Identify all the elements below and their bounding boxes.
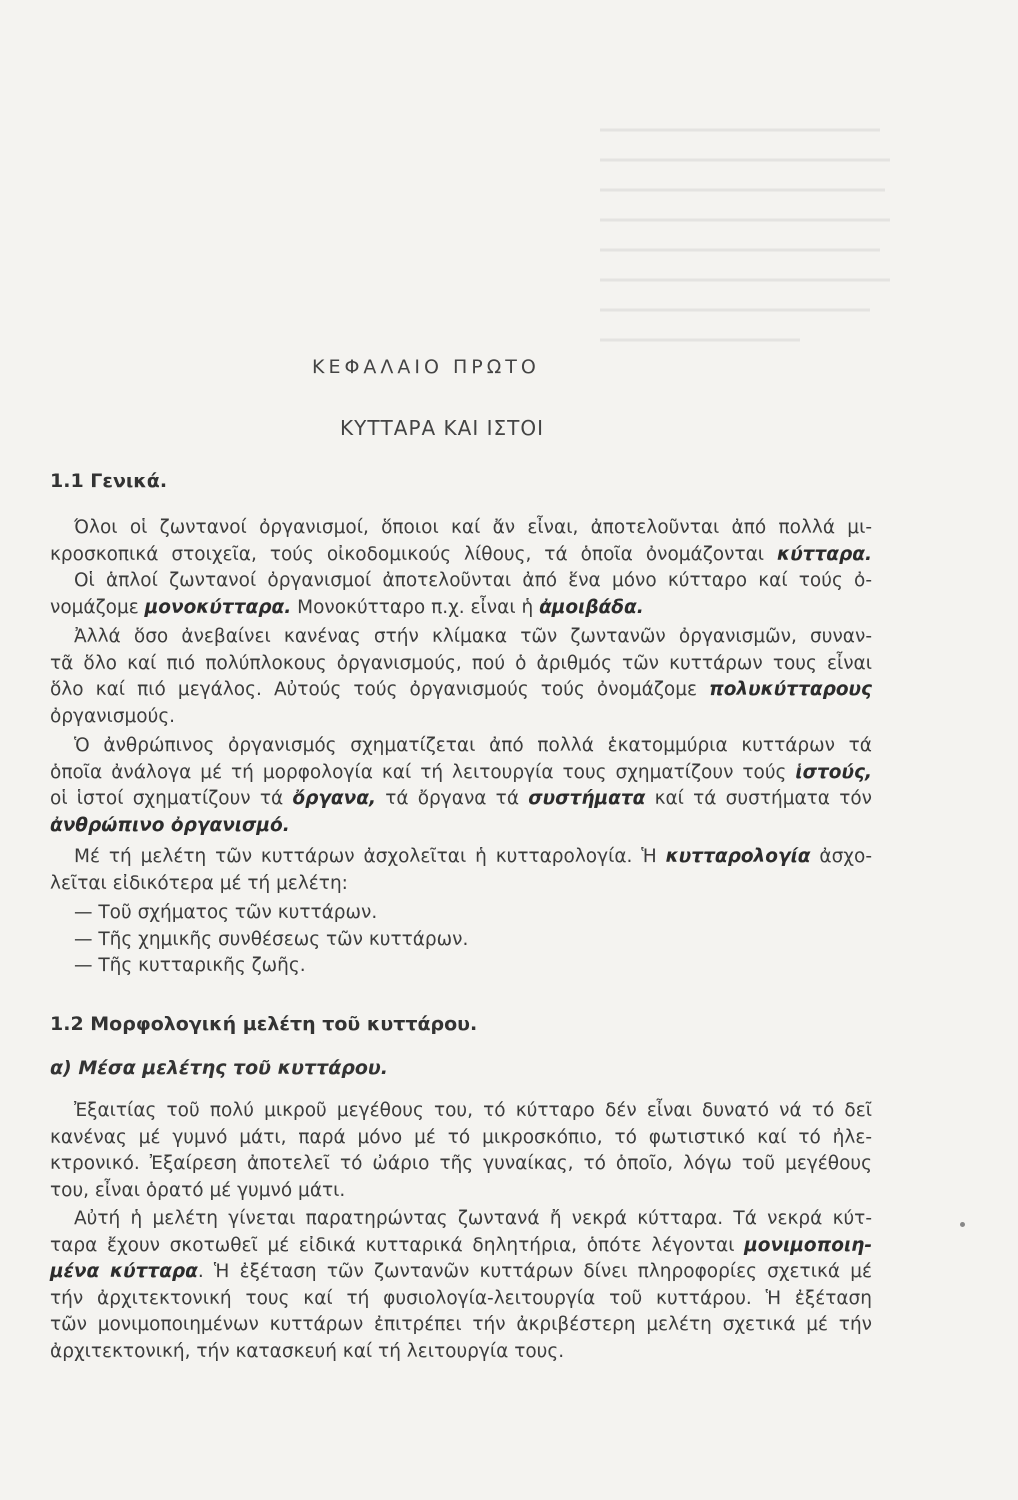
- list-item: — Τῆς χημικῆς συνθέσεως τῶν κυττάρων.: [74, 928, 469, 950]
- paragraph-general-3: Ὁ ἀνθρώπινος ὀργανισμός σχηματίζεται ἀπό πολλά ἑκατομμύρια κυττάρων τά ὁποῖα ἀνάλογα μέ τή μορφολογία καί τή λειτουργία τους σχηματίζουν τούς ἱστούς, οἱ ἱστοί σχηματίζουν τά ὄργανα, τά ὄργανα τά συστήματα καί τά συστήματα τόν ἀνθρώπινο ὀργανισμό.: [50, 735, 872, 836]
- section-1-2-heading: 1.2 Μορφολογική μελέτη τοῦ κυττάρου.: [50, 1013, 478, 1035]
- list-item: — Τοῦ σχήματος τῶν κυττάρων.: [74, 902, 378, 923]
- scan-speck: [960, 1222, 965, 1227]
- chapter-label: ΚΕΦΑΛΑΙΟ ΠΡΩΤΟ: [312, 356, 540, 378]
- paragraph-general-4: Μέ τή μελέτη τῶν κυττάρων ἀσχολεῖται ἡ κυτταρολογία. Ἡ κυτταρολογία ἀσχο- λεῖται εἰδικότερα μέ τή μελέτη:: [50, 846, 872, 894]
- study-list: [50, 900, 872, 980]
- section-1-1-heading: 1.1 Γενικά.: [50, 470, 168, 492]
- show-through-text: [600, 110, 900, 370]
- subsection-a-heading: α) Μέσα μελέτης τοῦ κυττάρου.: [50, 1057, 388, 1079]
- paragraph-morphology-1: Ἐξαιτίας τοῦ πολύ μικροῦ μεγέθους του, τό κύτταρο δέν εἶναι δυνατό νά τό δεῖ κανένας μέ γυμνό μάτι, παρά μόνο μέ τό μικροσκόπιο, τό φωτιστικό καί τό ἠλε- κτρονικό. Ἐξαίρεση ἀποτελεῖ τό ὠάριο τῆς γυναίκας, τό ὁποῖο, λόγω τοῦ μεγέθους του, εἶναι ὁρατό μέ γυμνό μάτι.: [50, 1100, 872, 1201]
- paragraph-general-2: Ἀλλά ὅσο ἀνεβαίνει κανένας στήν κλίμακα τῶν ζωντανῶν ὀργανισμῶν, συναν- τᾶ ὅλο καί πιό πολύπλοκους ὀργανισμούς, πού ὁ ἀριθμός τῶν κυττάρων τους εἶναι ὅλο καί πιό μεγάλος. Αὐτούς τούς ὀργανισμούς τούς ὀνομάζομε πολυκύτταρους ὀργανισμούς.: [50, 626, 872, 727]
- chapter-title: ΚΥΤΤΑΡΑ ΚΑΙ ΙΣΤΟΙ: [340, 416, 544, 440]
- paragraph-general-1: Όλοι οἱ ζωντανοί ὀργανισμοί, ὅποιοι καί ἄν εἶναι, ἀποτελοῦνται ἀπό πολλά μι- κροσκοπικά στοιχεῖα, τούς οἰκοδομικούς λίθους, τά ὁποῖα ὀνομάζονται κύτταρα. Οἱ ἁπλοί ζωντανοί ὀργανισμοί ἀποτελοῦνται ἀπό ἕνα μόνο κύτταρο καί τούς ὀ- νομάζομε μονοκύτταρα. Μονοκύτταρο π.χ. εἶναι ἡ ἀμοιβάδα.: [50, 517, 872, 618]
- paragraph-morphology-2: Αὐτή ἡ μελέτη γίνεται παρατηρώντας ζωντανά ἤ νεκρά κύτταρα. Τά νεκρά κύτ- ταρα ἔχουν σκοτωθεῖ μέ εἰδικά κυτταρικά δηλητήρια, ὁπότε λέγονται μονιμοποιη- μένα κύτταρα. Ἡ ἐξέταση τῶν ζωντανῶν κυττάρων δίνει πληροφορίες σχετικά μέ τήν ἀρχιτεκτονική τους καί τή φυσιολογία-λειτουργία τοῦ κυττάρου. Ἡ ἐξέταση τῶν μονιμοποιημένων κυττάρων ἐπιτρέπει τήν ἀκριβέστερη μελέτη σχετικά μέ τήν ἀρχιτεκτονική, τήν κατασκευή καί τή λειτουργία τους.: [50, 1208, 872, 1362]
- list-item: — Τῆς κυτταρικῆς ζωῆς.: [74, 955, 306, 976]
